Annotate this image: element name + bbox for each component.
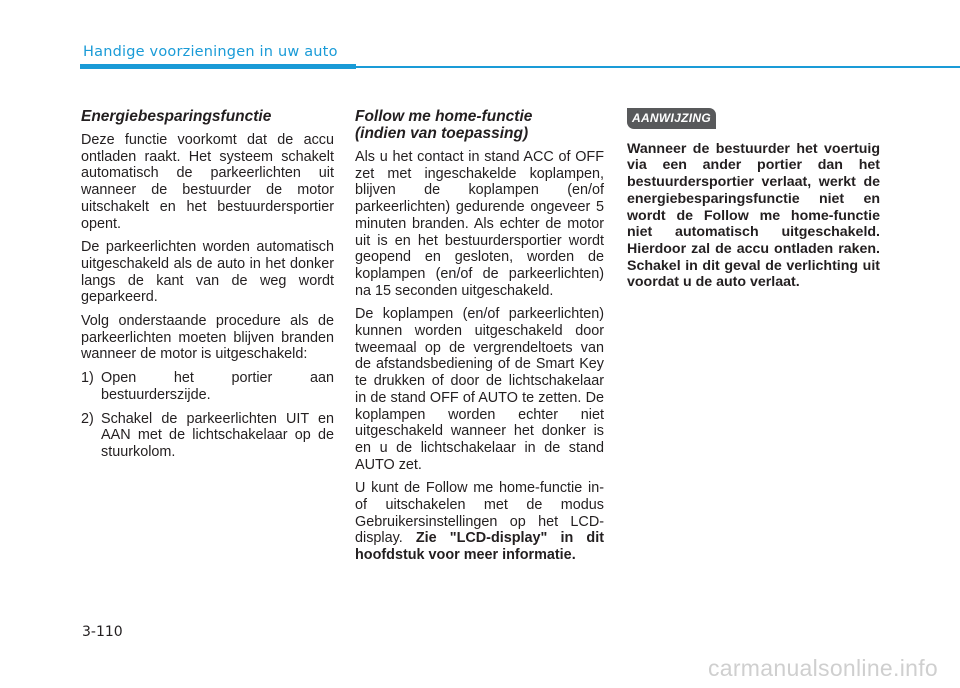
list-item (81, 370, 334, 403)
follow-me-home-paragraph-3-text: U kunt de Follow me home-functie in- of uitschakelen met de modus Gebruikersinstellingen op het LCD-display. (355, 480, 604, 547)
note-badge: AANWIJZING (627, 108, 716, 129)
list-item-text: Open het portier aan bestuurderszijde. (101, 370, 334, 403)
column-note (627, 108, 880, 291)
follow-me-home-paragraph-2: De koplampen (en/of parkeerlichten) kunnen worden uitgeschakeld door tweemaal op de vergrendeltoets van de afstandsbediening of de Smart Key te drukken of door de lichtschakelaar in de stand OFF of AUTO te zetten. De koplampen worden echter niet uitgeschakeld wanneer het donker is en u de lichtschakelaar in de stand AUTO zet. (355, 306, 604, 473)
follow-me-home-paragraph-3 (355, 480, 604, 564)
list-item-number: 2) (81, 410, 94, 427)
energy-saving-paragraph-2: De parkeerlichten worden automatisch uitgeschakeld als de auto in het donker langs de kant van de weg wordt geparkeerd. (81, 239, 334, 306)
section-title: Handige voorzieningen in uw auto (83, 44, 338, 60)
follow-me-home-heading-line-1: Follow me home-functie (355, 108, 533, 125)
page-number: 3-110 (82, 624, 123, 640)
note-text: Wanneer de bestuurder het voertuig via een ander portier dan het bestuurdersportier verlaat, werkt de energiebesparingsfunctie niet en wordt de Follow me home-functie niet automatisch uitgeschakeld. Hierdoor zal de accu ontladen raken. Schakel in dit geval de verlichting uit voordat u de auto verlaat. (627, 140, 880, 291)
header-accent-bar (80, 64, 356, 69)
column-follow-me-home (355, 108, 604, 571)
energy-saving-paragraph-1: Deze functie voorkomt dat de accu ontladen raakt. Het systeem schakelt automatisch de parkeerlichten uit wanneer de bestuurder de motor uitschakelt en het bestuurdersportier opent. (81, 132, 334, 232)
follow-me-home-heading-line-2: (indien van toepassing) (355, 125, 529, 142)
header-rule (356, 66, 960, 68)
follow-me-home-heading (355, 108, 604, 142)
follow-me-home-paragraph-1: Als u het contact in stand ACC of OFF zet met ingeschakelde koplampen, blijven de koplampen (en/of parkeerlichten) gedurende ongeveer 5 minuten branden. Als echter de motor uit is en het bestuurdersportier wordt geopend en gesloten, worden de koplampen (en/of de parkeerlichten) na 15 seconden uitgeschakeld. (355, 149, 604, 299)
watermark: carmanualsonline.info (707, 655, 938, 681)
energy-saving-heading: Energiebesparingsfunctie (81, 108, 272, 125)
column-energy-saving (81, 108, 334, 468)
list-item (81, 411, 334, 461)
energy-saving-paragraph-3: Volg onderstaande procedure als de parkeerlichten moeten blijven branden wanneer de motor is uitgeschakeld: (81, 313, 334, 363)
list-item-number: 1) (81, 370, 94, 387)
list-item-text: Schakel de parkeerlichten UIT en AAN met de lichtschakelaar op de stuurkolom. (101, 410, 334, 460)
lcd-display-reference: Zie "LCD-display" in dit hoofdstuk voor meer informatie. (355, 530, 604, 564)
